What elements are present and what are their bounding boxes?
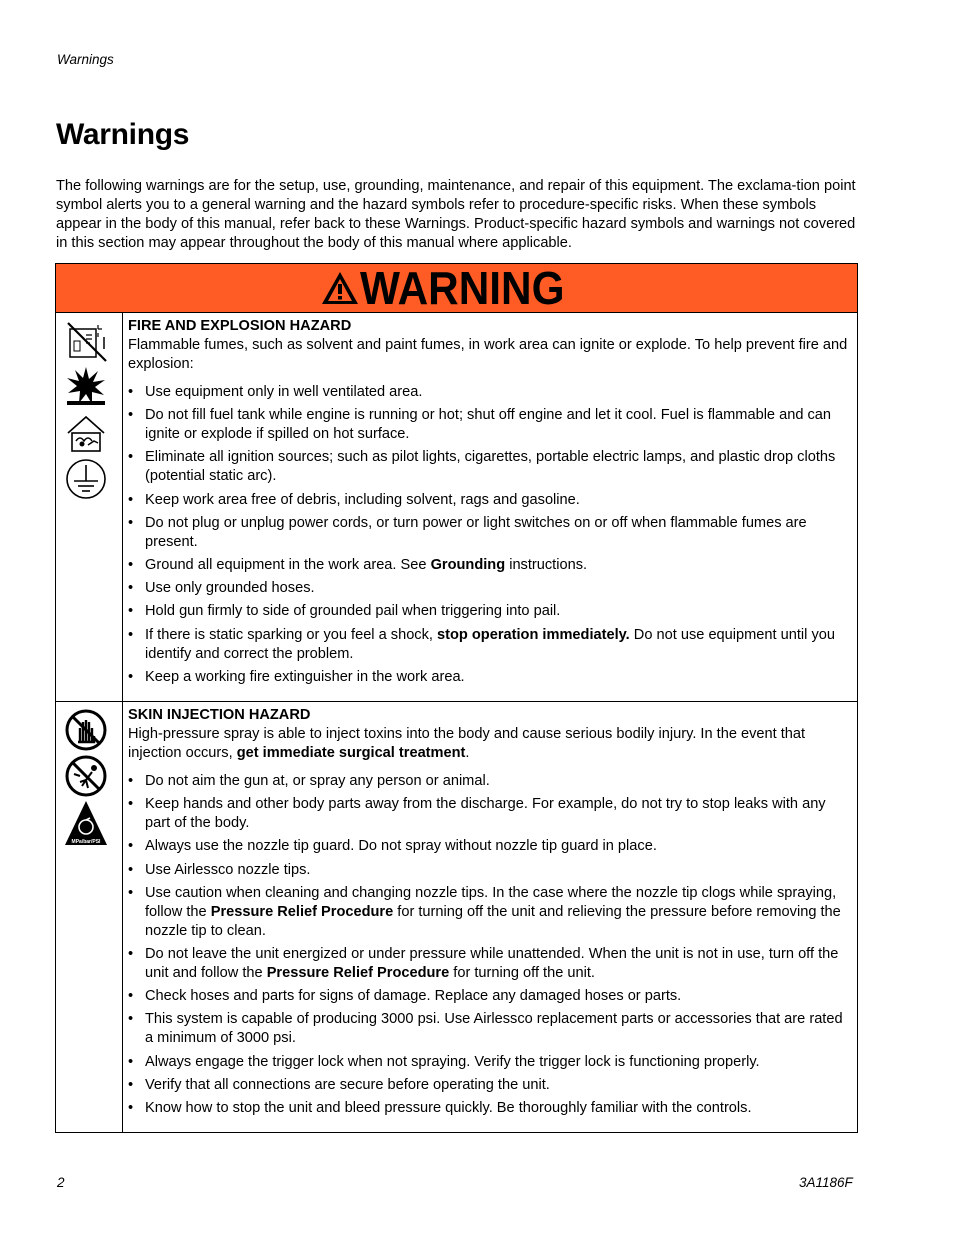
running-header: Warnings <box>57 52 114 67</box>
list-item: • Ground all equipment in the work area. See Grounding instructions. <box>128 556 849 575</box>
skin-injection-icons <box>56 702 123 1132</box>
fire-hazard-icons <box>56 313 123 701</box>
list-item: • Do not fill fuel tank while engine is running or hot; shut off engine and let it cool. Fuel is flammable and can ignite or explode if spilled on hot surface. <box>128 406 849 444</box>
intro-paragraph: The following warnings are for the setup, use, grounding, maintenance, and repair of this equipment. The exclama-tion point symbol alerts you to a general warning and the hazard symbols refer to procedure-specific risks. When these symbols appear in the body of this manual, refer back to these Warnings. Product-specific hazard symbols and warnings not covered in this section may appear throughout the body of this manual where applicable. <box>56 178 856 251</box>
explosion-icon <box>64 363 108 407</box>
fire-hazard-content <box>123 313 857 701</box>
list-item: • Always engage the trigger lock when not spraying. Verify the trigger lock is functioning properly. <box>128 1053 849 1072</box>
warning-banner <box>56 264 857 313</box>
no-spray-person-icon <box>64 754 108 798</box>
list-item: • Hold gun firmly to side of grounded pail when triggering into pail. <box>128 602 849 621</box>
page-title: Warnings <box>56 118 190 151</box>
pressure-relief-reference: Pressure Relief Procedure <box>210 903 394 920</box>
list-item: • If there is static sparking or you feel a shock, stop operation immediately. Do not use equipment until you identify and correct the problem. <box>128 626 849 664</box>
skin-injection-content <box>123 702 857 1132</box>
list-item: • Check hoses and parts for signs of damage. Replace any damaged hoses or parts. <box>128 987 849 1006</box>
list-item: • Use caution when cleaning and changing nozzle tips. In the case where the nozzle tip clogs while spraying, follow the Pressure Relief Procedure for turning off the unit and relieving the pressure before removing the nozzle tip to clean. <box>128 884 849 941</box>
grounding-reference: Grounding <box>430 556 506 573</box>
skin-injection-list <box>128 772 849 1118</box>
fire-hazard-row <box>56 313 857 702</box>
list-item: • Do not plug or unplug power cords, or turn power or light switches on or off when flammable fumes are present. <box>128 514 849 552</box>
list-item: • Always use the nozzle tip guard. Do not spray without nozzle tip guard in place. <box>128 837 849 856</box>
fire-hazard-description: Flammable fumes, such as solvent and paint fumes, in work area can ignite or explode. To help prevent fire and explosion: <box>128 337 848 372</box>
ground-icon <box>64 457 108 501</box>
page-number: 2 <box>57 1175 65 1190</box>
fire-hazard-list <box>128 383 849 687</box>
pressure-relief-reference: Pressure Relief Procedure <box>266 964 450 981</box>
list-item: • This system is capable of producing 3000 psi. Use Airlessco replacement parts or accessories that are rated a minimum of 3000 psi. <box>128 1010 849 1048</box>
list-item: • Verify that all connections are secure before operating the unit. <box>128 1076 849 1095</box>
fire-house-icon <box>64 411 108 455</box>
list-item: • Use equipment only in well ventilated area. <box>128 383 849 402</box>
exclamation-triangle-icon <box>320 270 360 306</box>
warning-table <box>55 263 858 1133</box>
skin-injection-description: High-pressure spray is able to inject toxins into the body and cause serious bodily injury. In the event that injection occurs, get immediate surgical treatment. <box>128 726 806 761</box>
list-item: • Keep a working fire extinguisher in the work area. <box>128 668 849 687</box>
list-item: • Use only grounded hoses. <box>128 579 849 598</box>
list-item: • Do not aim the gun at, or spray any person or animal. <box>128 772 849 791</box>
list-item: • Do not leave the unit energized or under pressure while unattended. When the unit is not in use, turn off the unit and follow the Pressure Relief Procedure for turning off the unit. <box>128 945 849 983</box>
list-item: • Eliminate all ignition sources; such as pilot lights, cigarettes, portable electric lamps, and plastic drop cloths (potential static arc). <box>128 448 849 486</box>
list-item: • Use Airlessco nozzle tips. <box>128 861 849 880</box>
list-item: • Know how to stop the unit and bleed pressure quickly. Be thoroughly familiar with the controls. <box>128 1099 849 1118</box>
fire-hazard-title: FIRE AND EXPLOSION HAZARD <box>128 318 352 334</box>
pressure-icon-label: MPa/bar/PSI <box>71 839 101 845</box>
skin-injection-title: SKIN INJECTION HAZARD <box>128 707 311 723</box>
list-item: • Keep work area free of debris, including solvent, rags and gasoline. <box>128 491 849 510</box>
no-flammable-fumes-icon <box>64 319 108 363</box>
no-hand-icon <box>64 708 108 752</box>
document-number: 3A1186F <box>799 1175 853 1190</box>
list-item: • Keep hands and other body parts away from the discharge. For example, do not try to stop leaks with any part of the body. <box>128 795 849 833</box>
warning-banner-text: WARNING <box>360 262 565 314</box>
skin-injection-row <box>56 702 857 1132</box>
pressure-relief-icon <box>64 800 108 846</box>
